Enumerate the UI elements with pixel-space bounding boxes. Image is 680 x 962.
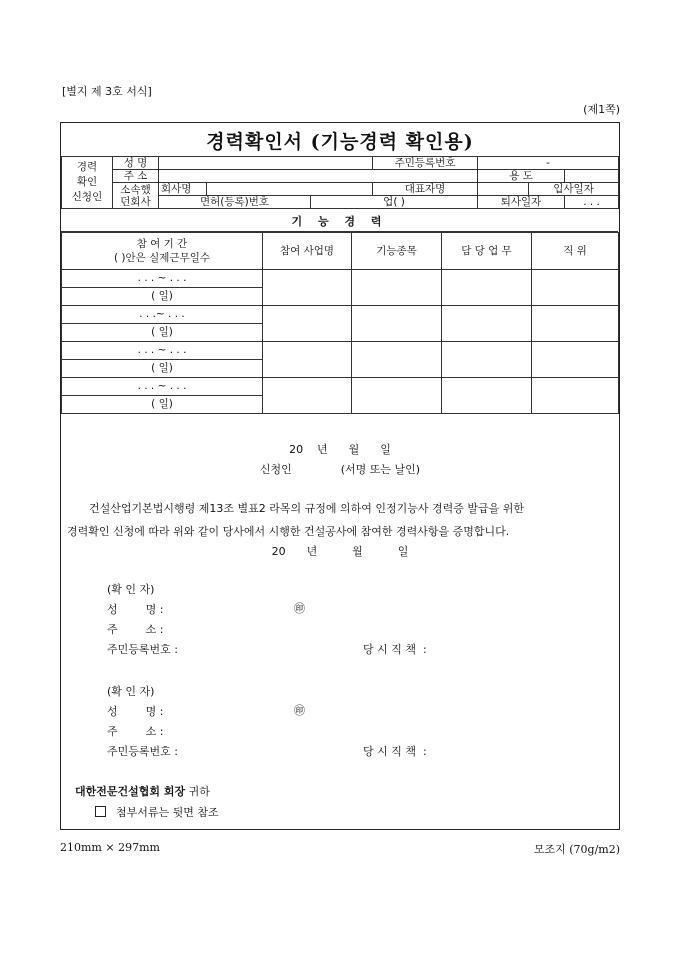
applicant-table <box>61 156 619 209</box>
company-group-label <box>113 183 159 209</box>
career-duty-cell[interactable] <box>442 342 532 378</box>
paper-type: 모조지 (70g/m2) <box>533 843 620 856</box>
address-field[interactable] <box>159 170 478 183</box>
career-section-title: 기 능 경 력 <box>61 212 618 232</box>
career-days[interactable]: ( 일) <box>62 324 263 342</box>
leave-date-field[interactable]: . . . <box>565 196 619 209</box>
career-position-cell[interactable] <box>532 378 619 414</box>
career-period[interactable]: . . . ~ . . . <box>62 342 263 360</box>
leave-date-label: 퇴사일자 <box>478 196 565 209</box>
confirmer-name-label: 성 명 : <box>107 705 164 718</box>
confirmer-rrn-label: 주민등록번호 : <box>107 745 178 758</box>
certification-line-2: 경력확인 신청에 따라 위와 같이 당사에서 시행한 건설공사에 참여한 경력사항을 증명합니다. <box>67 525 510 538</box>
page-number: (제1쪽) <box>583 103 620 116</box>
career-table <box>61 232 619 414</box>
career-duty-cell[interactable] <box>442 306 532 342</box>
period-header-line: 참 여 기 간 <box>136 238 188 250</box>
skill-header: 기능종목 <box>352 233 442 270</box>
career-project-cell[interactable] <box>263 306 352 342</box>
duty-header: 담 당 업 무 <box>442 233 532 270</box>
purpose-field[interactable] <box>565 170 619 183</box>
career-project-cell[interactable] <box>263 342 352 378</box>
career-days[interactable]: ( 일) <box>62 288 263 306</box>
career-duty-cell[interactable] <box>442 378 532 414</box>
certification-line-1: 건설산업기본법시행령 제13조 별표2 라목의 규정에 의하여 인정기능사 경력증 발급을 위한 <box>89 502 524 515</box>
application-date: 20 년 월 일 <box>289 443 391 456</box>
document-title: 경력확인서 (기능경력 확인용) <box>206 131 474 153</box>
confirmer-address-label: 주 소 : <box>107 623 164 636</box>
applicant-group-label <box>62 157 113 209</box>
career-period[interactable]: . . . ~ . . . <box>62 270 263 288</box>
confirmer-address-label: 주 소 : <box>107 725 164 738</box>
career-skill-cell[interactable] <box>352 378 442 414</box>
paper-size: 210mm × 297mm <box>60 841 160 854</box>
document-frame <box>60 122 620 830</box>
recipient-suffix: 귀하 <box>185 785 210 798</box>
career-period[interactable]: . . .~ . . . <box>62 306 263 324</box>
license-label: 면허(등록)번호 <box>159 196 311 209</box>
certification-date: 20 년 월 일 <box>271 545 409 558</box>
career-position-cell[interactable] <box>532 342 619 378</box>
career-skill-cell[interactable] <box>352 306 442 342</box>
confirmer-position-label: 당 시 직 책 : <box>363 745 427 758</box>
recipient-line <box>75 783 210 799</box>
career-project-cell[interactable] <box>263 270 352 306</box>
recipient-org: 대한전문건설협회 회장 <box>75 785 186 798</box>
confirmer-heading: (확 인 자) <box>107 583 155 596</box>
group-label-line: 신청인 <box>71 191 103 203</box>
address-label: 주 소 <box>113 170 159 183</box>
career-position-cell[interactable] <box>532 306 619 342</box>
career-position-cell[interactable] <box>532 270 619 306</box>
name-label: 성 명 <box>113 157 159 170</box>
career-project-cell[interactable] <box>263 378 352 414</box>
confirmer-name-label: 성 명 : <box>107 603 164 616</box>
business-type-field[interactable]: 업( ) <box>311 196 478 209</box>
checkbox-icon[interactable] <box>95 806 106 817</box>
period-header <box>62 233 263 270</box>
purpose-label: 용 도 <box>478 170 565 183</box>
career-period[interactable]: . . . ~ . . . <box>62 378 263 396</box>
career-duty-cell[interactable] <box>442 270 532 306</box>
company-name-field[interactable] <box>207 183 373 196</box>
period-header-line: ( )안은 실제근무일수 <box>113 252 210 264</box>
rrn-field[interactable]: - <box>478 157 619 170</box>
project-header: 참여 사업명 <box>263 233 352 270</box>
seal-icon: ㊞ <box>294 704 305 717</box>
group-label-line: 확인 <box>76 176 98 188</box>
attachment-note <box>95 804 219 820</box>
seal-icon: ㊞ <box>294 602 305 615</box>
confirmer-rrn-label: 주민등록번호 : <box>107 643 178 656</box>
career-days[interactable]: ( 일) <box>62 360 263 378</box>
company-label-line: 던회사 <box>120 195 151 208</box>
name-field[interactable] <box>159 157 373 170</box>
confirmer-heading: (확 인 자) <box>107 685 155 698</box>
join-date-label: 입사일자 <box>529 183 619 196</box>
career-skill-cell[interactable] <box>352 342 442 378</box>
career-skill-cell[interactable] <box>352 270 442 306</box>
applicant-signature-line: 신청인 (서명 또는 날인) <box>259 463 421 476</box>
ceo-label: 대표자명 <box>373 183 478 196</box>
company-label-line: 소속했 <box>120 183 151 196</box>
rrn-label: 주민등록번호 <box>373 157 478 170</box>
confirmer-position-label: 당 시 직 책 : <box>363 643 427 656</box>
group-label-line: 경력 <box>76 161 98 173</box>
company-name-label: 회사명 <box>159 183 207 196</box>
position-header: 직 위 <box>532 233 619 270</box>
ceo-field[interactable] <box>478 183 529 196</box>
attachment-note-text: 첨부서류는 뒷면 참조 <box>116 806 219 819</box>
career-days[interactable]: ( 일) <box>62 396 263 414</box>
form-label: [별지 제 3호 서식] <box>62 85 152 98</box>
